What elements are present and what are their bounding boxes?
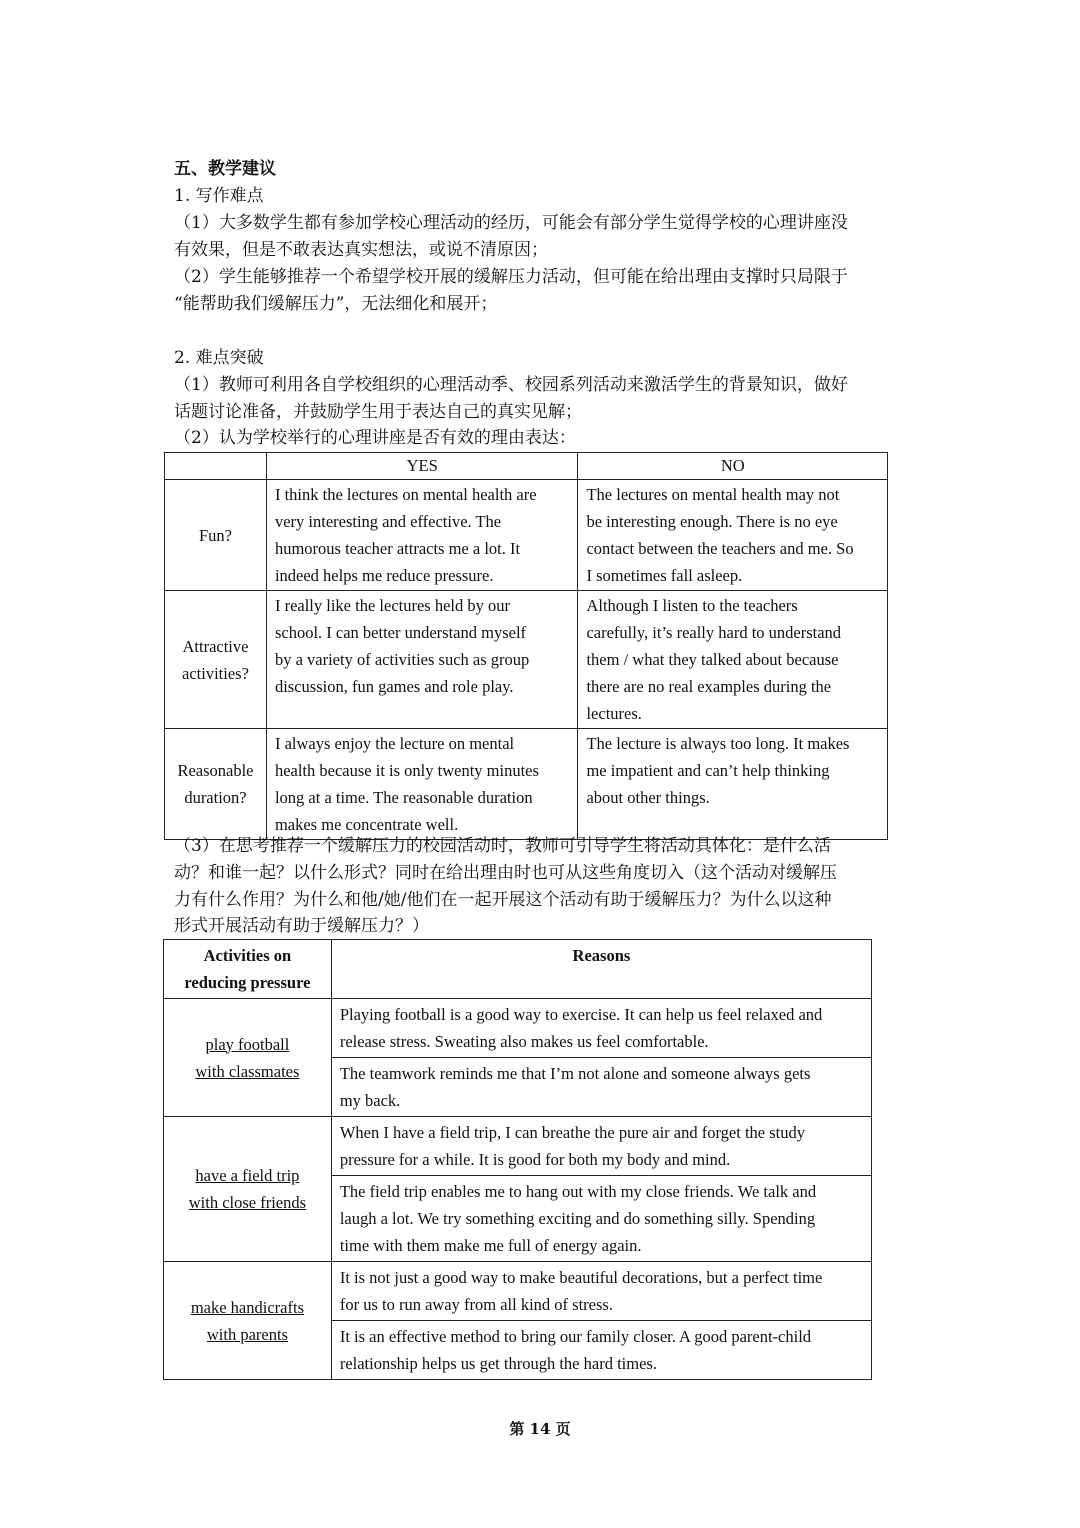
paragraph-line: “能帮助我们缓解压力”，无法细化和展开； xyxy=(174,294,498,314)
reason-cell: It is not just a good way to make beautiful decorations, but a perfect time for us to run away from all kind of stress. xyxy=(331,1262,871,1321)
activity-cell: play football with classmates xyxy=(164,999,332,1117)
table1-no-cell: The lecture is always too long. It makes me impatient and can’t help thinking about other things. xyxy=(578,729,888,840)
reason-cell: When I have a field trip, I can breathe the pure air and forget the study pressure for a while. It is good for both my body and mind. xyxy=(331,1117,871,1176)
section-heading: 五、教学建议 xyxy=(174,159,276,179)
table1-header-blank xyxy=(165,453,267,480)
table2-header-reasons: Reasons xyxy=(331,940,871,999)
section1-title: 1. 写作难点 xyxy=(174,186,264,206)
paragraph-line: （2）学生能够推荐一个希望学校开展的缓解压力活动，但可能在给出理由支撑时只局限于 xyxy=(174,267,848,287)
table1-header-yes: YES xyxy=(266,453,578,480)
paragraph-line: （3）在思考推荐一个缓解压力的校园活动时，教师可引导学生将活动具体化：是什么活 xyxy=(174,836,831,856)
paragraph-line: （1）大多数学生都有参加学校心理活动的经历，可能会有部分学生觉得学校的心理讲座没 xyxy=(174,213,848,233)
table1-row-label: Attractive activities? xyxy=(165,591,267,729)
reason-cell: The field trip enables me to hang out with my close friends. We talk and laugh a lot. We try something exciting and do something silly. Spending time with them make me full of energy again. xyxy=(331,1176,871,1262)
paragraph-line: 力有什么作用？为什么和他/她/他们在一起开展这个活动有助于缓解压力？为什么以这种 xyxy=(174,890,832,910)
activity-cell: have a field trip with close friends xyxy=(164,1117,332,1262)
reason-cell: The teamwork reminds me that I’m not alone and someone always gets my back. xyxy=(331,1058,871,1117)
section2-title: 2. 难点突破 xyxy=(174,348,264,368)
paragraph-line: （1）教师可利用各自学校组织的心理活动季、校园系列活动来激活学生的背景知识，做好 xyxy=(174,375,848,395)
page-number: 第 14 页 xyxy=(509,1420,571,1438)
table1-yes-cell: I think the lectures on mental health are very interesting and effective. The humorous teacher attracts me a lot. It indeed helps me reduce pressure. xyxy=(266,480,578,591)
paragraph-line: （2）认为学校举行的心理讲座是否有效的理由表达： xyxy=(174,428,576,448)
table1-no-cell: Although I listen to the teachers carefully, it’s really hard to understand them / what they talked about because there are no real examples during the lectures. xyxy=(578,591,888,729)
table1-yes-cell: I always enjoy the lecture on mental health because it is only twenty minutes long at a time. The reasonable duration makes me concentrate well. xyxy=(266,729,578,840)
reason-cell: It is an effective method to bring our family closer. A good parent-child relationship helps us get through the hard times. xyxy=(331,1321,871,1380)
activity-cell: make handicrafts with parents xyxy=(164,1262,332,1380)
table1-yes-cell: I really like the lectures held by our school. I can better understand myself by a variety of activities such as group discussion, fun games and role play. xyxy=(266,591,578,729)
table1-header-no: NO xyxy=(578,453,888,480)
table2-header-activity: Activities on reducing pressure xyxy=(164,940,332,999)
reason-cell: Playing football is a good way to exercise. It can help us feel relaxed and release stress. Sweating also makes us feel comfortable. xyxy=(331,999,871,1058)
lecture-effectiveness-table xyxy=(164,452,888,840)
stress-activities-table xyxy=(163,939,872,1380)
paragraph-line: 有效果，但是不敢表达真实想法，或说不清原因； xyxy=(174,240,548,260)
paragraph-line: 形式开展活动有助于缓解压力？） xyxy=(174,916,429,936)
table1-no-cell: The lectures on mental health may not be interesting enough. There is no eye contact between the teachers and me. So I sometimes fall asleep. xyxy=(578,480,888,591)
paragraph-line: 动？和谁一起？以什么形式？同时在给出理由时也可从这些角度切入（这个活动对缓解压 xyxy=(174,863,837,883)
table1-row-label: Fun? xyxy=(165,480,267,591)
table1-row-label: Reasonable duration? xyxy=(165,729,267,840)
paragraph-line: 话题讨论准备，并鼓励学生用于表达自己的真实见解； xyxy=(174,402,582,422)
